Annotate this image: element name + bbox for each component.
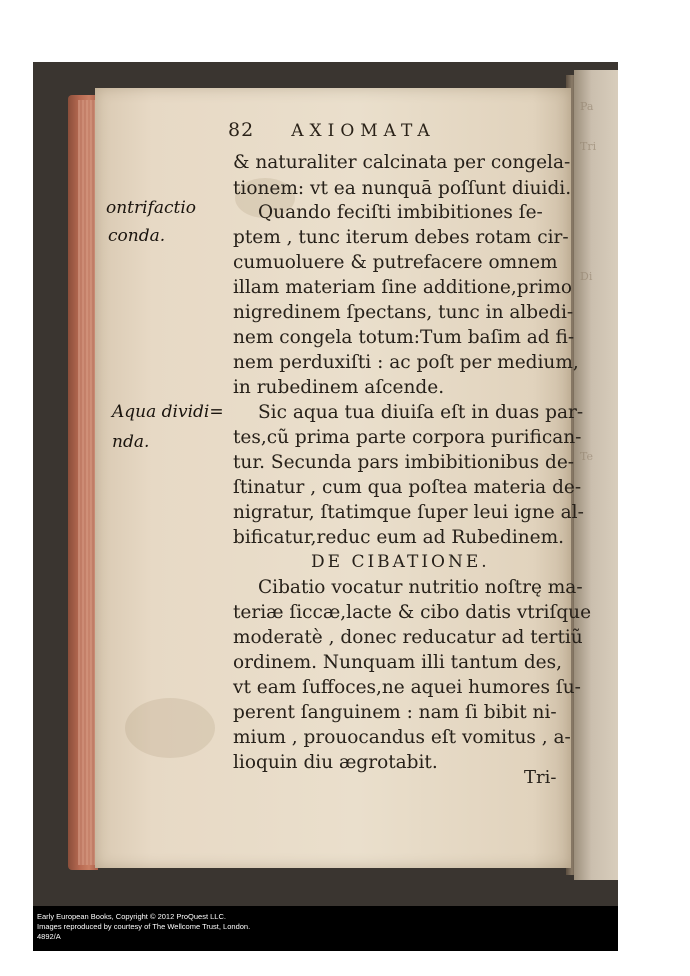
text-line: tur. Secunda pars imbibitionibus de- <box>233 452 575 473</box>
text-line: ordinem. Nunquam illi tantum des, <box>233 652 562 673</box>
text-line: lioquin diu ægrotabit. <box>233 752 438 773</box>
running-title: AXIOMATA <box>291 121 436 141</box>
footer-line: 4892/A <box>37 932 61 941</box>
text-line: ſtinatur , cum qua poſtea materia de- <box>233 477 582 498</box>
facing-page: Pa Tri Di Te <box>574 70 618 880</box>
text-line: Quando feciſti imbibitiones ſe- <box>258 202 543 223</box>
text-line: bificatur,reduc eum ad Rubedinem. <box>233 527 565 548</box>
text-line: illam materiam ſine additione,primo <box>233 277 573 298</box>
text-line: nigratur, ſtatimque ſuper leui igne al- <box>233 502 584 523</box>
text-line: vt eam ſuffoces,ne aquei humores ſu- <box>233 677 581 698</box>
footer-line: Early European Books, Copyright © 2012 ProQuest LLC. <box>37 912 226 921</box>
running-head <box>228 119 436 141</box>
text-line: perent ſanguinem : nam ſi bibit ni- <box>233 702 557 723</box>
text-line: moderatè , donec reducatur ad tertiũ <box>233 627 583 648</box>
marginal-note: nda. <box>112 432 150 452</box>
page-number: 82 <box>228 119 255 141</box>
text-line: nem congela totum:Tum baſim ad fi- <box>233 327 575 348</box>
copyright-footer <box>33 906 618 951</box>
text-line: in rubedinem aſcende. <box>233 377 445 398</box>
text-line: cumuoluere & putrefacere omnem <box>233 252 558 273</box>
text-line: & naturaliter calcinata per congela- <box>233 152 571 173</box>
marginal-note: Aqua dividi= <box>112 402 224 422</box>
marginal-note: conda. <box>108 226 166 246</box>
text-line: ptem , tunc iterum debes rotam cir- <box>233 227 569 248</box>
text-line: nigredinem ſpectans, tunc in albedi- <box>233 302 574 323</box>
text-line: Cibatio vocatur nutritio noſtrę ma- <box>258 577 583 598</box>
text-line: mium , prouocandus eſt vomitus , a- <box>233 727 571 748</box>
text-line: tes,cũ prima parte corpora purifican- <box>233 427 582 448</box>
text-line: nem perduxiſti : ac poſt per medium, <box>233 352 579 373</box>
marginal-note: ontrifactio <box>106 198 197 218</box>
section-heading: DE CIBATIONE. <box>311 552 490 572</box>
text-line: teriæ ſiccæ,lacte & cibo datis vtriſque <box>233 602 592 623</box>
text-line: tionem: vt ea nunquā poſſunt diuidi. <box>233 178 572 199</box>
footer-line: Images reproduced by courtesy of The Wellcome Trust, London. <box>37 922 251 931</box>
catchword: Tri- <box>524 767 557 788</box>
page-edges-texture <box>78 100 96 865</box>
text-line: Sic aqua tua diuiſa eſt in duas par- <box>258 402 584 423</box>
